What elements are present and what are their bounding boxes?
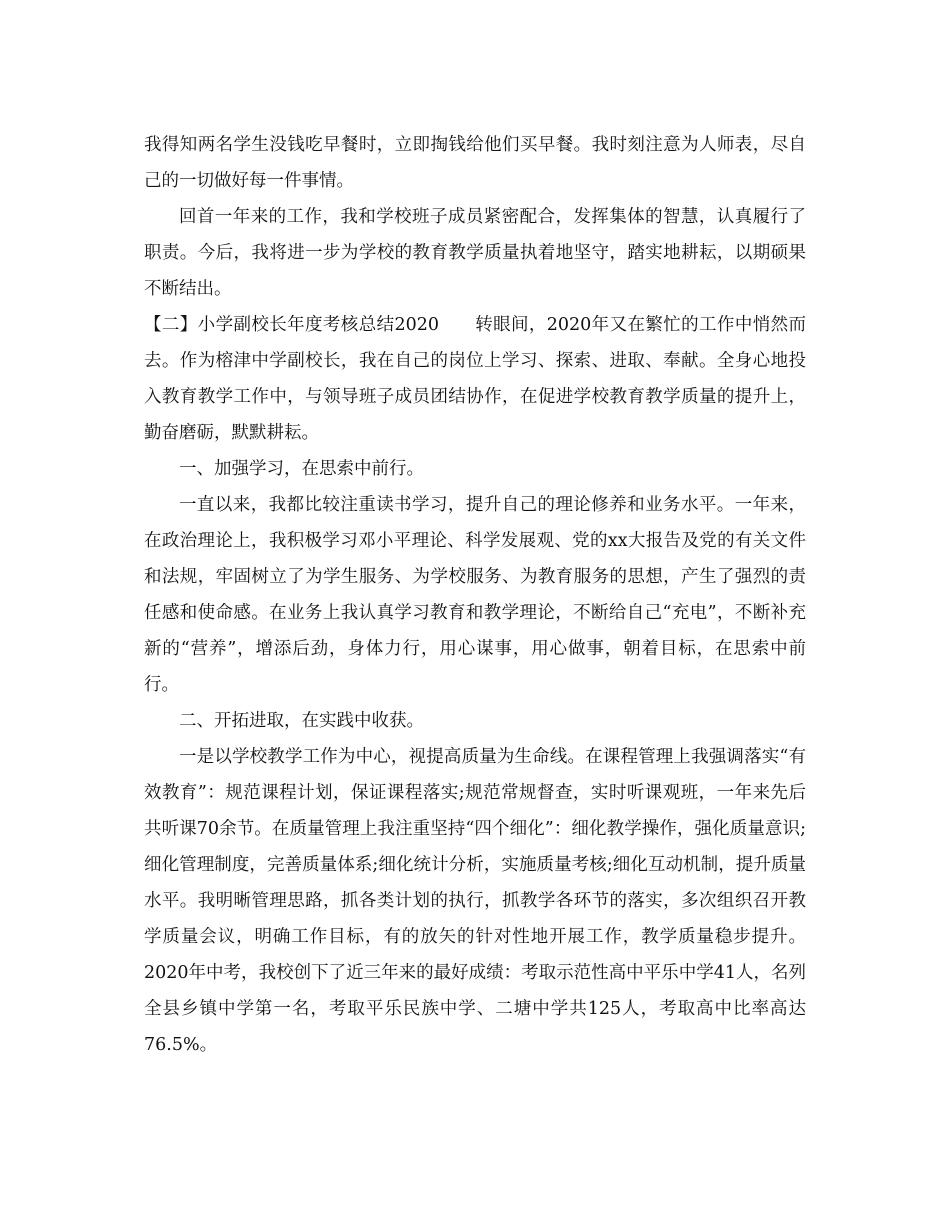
document-body bbox=[144, 127, 806, 1063]
paragraph-section-two-intro: 【二】小学副校长年度考核总结2020 转眼间，2020年又在繁忙的工作中悄然而去。作为榕津中学副校长，我在自己的岗位上学习、探索、进取、奉献。全身心地投入教育教学工作中，与领导班子成员团结协作，在促进学校教育教学质量的提升上，勤奋磨砺，默默耕耘。 bbox=[144, 315, 806, 443]
paragraph-study: 一直以来，我都比较注重读书学习，提升自己的理论修养和业务水平。一年来，在政治理论上，我积极学习邓小平理论、科学发展观、党的xx大报告及党的有关文件和法规，牢固树立了为学生服务、为学校服务、为教育服务的思想，产生了强烈的责任感和使命感。在业务上我认真学习教育和教学理论，不断给自己“充电”，不断补充新的“营养”，增添后劲，身体力行，用心谋事，用心做事，朝着目标，在思索中前行。 bbox=[144, 495, 806, 695]
paragraph-breakfast: 我得知两名学生没钱吃早餐时，立即掏钱给他们买早餐。我时刻注意为人师表，尽自己的一切做好每一件事情。 bbox=[144, 135, 806, 191]
paragraph-review: 回首一年来的工作，我和学校班子成员紧密配合，发挥集体的智慧，认真履行了职责。今后，我将进一步为学校的教育教学质量执着地坚守，踏实地耕耘，以期硕果不断结出。 bbox=[144, 207, 806, 299]
paragraph-teaching-quality: 一是以学校教学工作为中心，视提高质量为生命线。在课程管理上我强调落实“有效教育”：规范课程计划，保证课程落实;规范常规督查，实时听课观班，一年来先后共听课70余节。在质量管理上我注重坚持“四个细化”：细化教学操作，强化质量意识;细化管理制度，完善质量体系;细化统计分析，实施质量考核;细化互动机制，提升质量水平。我明晰管理思路，抓各类计划的执行，抓教学各环节的落实，多次组织召开教学质量会议，明确工作目标，有的放矢的针对性地开展工作，教学质量稳步提升。2020年中考，我校创下了近三年来的最好成绩：考取示范性高中平乐中学41人，名列全县乡镇中学第一名，考取平乐民族中学、二塘中学共125人，考取高中比率高达76.5%。 bbox=[144, 747, 806, 1055]
heading-pioneering: 二、开拓进取，在实践中收获。 bbox=[179, 711, 424, 731]
heading-strengthen-learning: 一、加强学习，在思索中前行。 bbox=[179, 459, 424, 479]
